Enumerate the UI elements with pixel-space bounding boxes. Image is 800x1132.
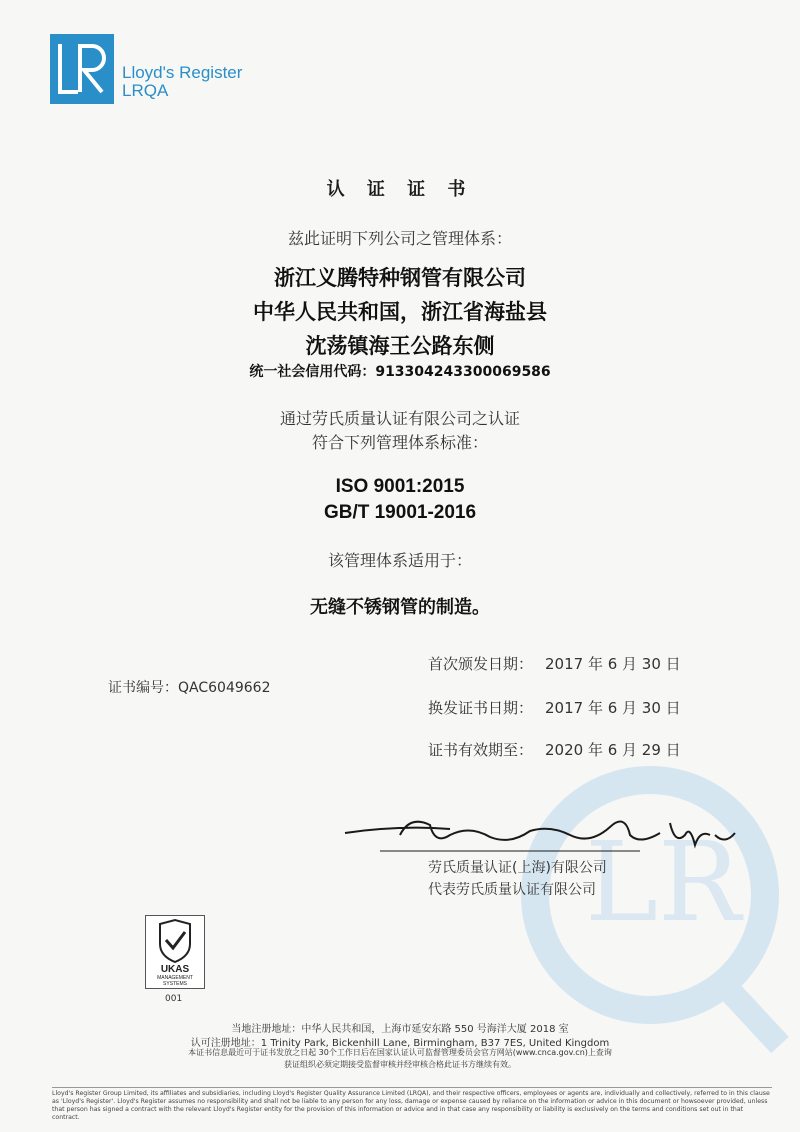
logo-text (122, 64, 242, 100)
date-label-reissue: 换发证书日期： (428, 699, 534, 717)
ukas-sub2: SYSTEMS (163, 981, 187, 987)
lrqa-watermark (500, 745, 800, 1055)
date-value-expiry: 2020 年 6 月 29 日 (545, 741, 681, 759)
standard-gb: GB/T 19001-2016 (323, 502, 477, 523)
issuer-line-2: 代表劳氏质量认证有限公司 (428, 882, 596, 898)
standard-iso: ISO 9001:2015 (335, 476, 465, 497)
credit-code: 统一社会信用代码：913304243300069586 (249, 364, 551, 380)
intro-text: 兹此证明下列公司之管理体系： (287, 229, 512, 248)
ukas-sub1: MANAGEMENT (157, 975, 193, 981)
date-label-first-issue: 首次颁发日期： (428, 655, 534, 673)
notice-1: 本证书信息最近可于证书发放之日起 30个工作日后在国家认证认可监督管理委员会官方网站(www.cnca.gov.cn)上查询 (188, 1048, 612, 1057)
scope-text: 无缝不锈钢管的制造。 (310, 597, 490, 618)
date-value-reissue: 2017 年 6 月 30 日 (545, 699, 681, 717)
ukas-number: 001 (165, 994, 183, 1004)
notice-2: 获证组织必须定期接受监督审核并经审核合格此证书方继续有效。 (284, 1060, 516, 1069)
lr-logo-mark (50, 34, 114, 104)
logo-sub: LRQA (122, 81, 169, 100)
logo-name: Lloyd's Register (122, 63, 243, 82)
certificate-title: 认 证 证 书 (326, 179, 474, 200)
pass-text-1: 通过劳氏质量认证有限公司之认证 (279, 409, 520, 428)
scope-intro: 该管理体系适用于： (327, 551, 472, 570)
company-address-1: 中华人民共和国，浙江省海盐县 (253, 300, 547, 324)
address-registered: 认可注册地址：1 Trinity Park, Bickenhill Lane, Birmingham, B37 7ES, United Kingdom (190, 1038, 610, 1049)
address-local: 当地注册地址：中华人民共和国，上海市延安东路 550 号海洋大厦 2018 室 (231, 1024, 569, 1035)
svg-text:LR: LR (585, 818, 741, 946)
date-label-expiry: 证书有效期至： (428, 741, 534, 759)
pass-text-2: 符合下列管理体系标准： (311, 433, 488, 452)
certificate-number: 证书编号：QAC6049662 (108, 680, 271, 696)
disclaimer: Lloyd's Register Group Limited, its affiliates and subsidiaries, including Lloyd's Register Quality Assurance Limited (LRQA), and their respective officers, employees or agents are, individually and collectively, referred to in this clause as 'Lloyd's Register'. Lloyd's Register assumes no responsibility and shall not be liable to any person for any loss, damage or expense caused by reliance on the information or advice in this document or howsoever provided, unless that person has signed a contract with the relevant Lloyd's Register entity for the provision of this information or advice and in that case any responsibility or liability is exclusively on the terms and conditions set out in that contract. (52, 1087, 772, 1122)
signature (340, 805, 760, 865)
date-value-first-issue: 2017 年 6 月 30 日 (545, 655, 681, 673)
ukas-brand: UKAS (160, 964, 190, 975)
ukas-mark (145, 915, 205, 989)
company-address-2: 沈荡镇海王公路东侧 (305, 334, 495, 358)
company-name: 浙江义腾特种钢管有限公司 (274, 266, 526, 290)
issuer-line-1: 劳氏质量认证(上海)有限公司 (428, 860, 607, 876)
